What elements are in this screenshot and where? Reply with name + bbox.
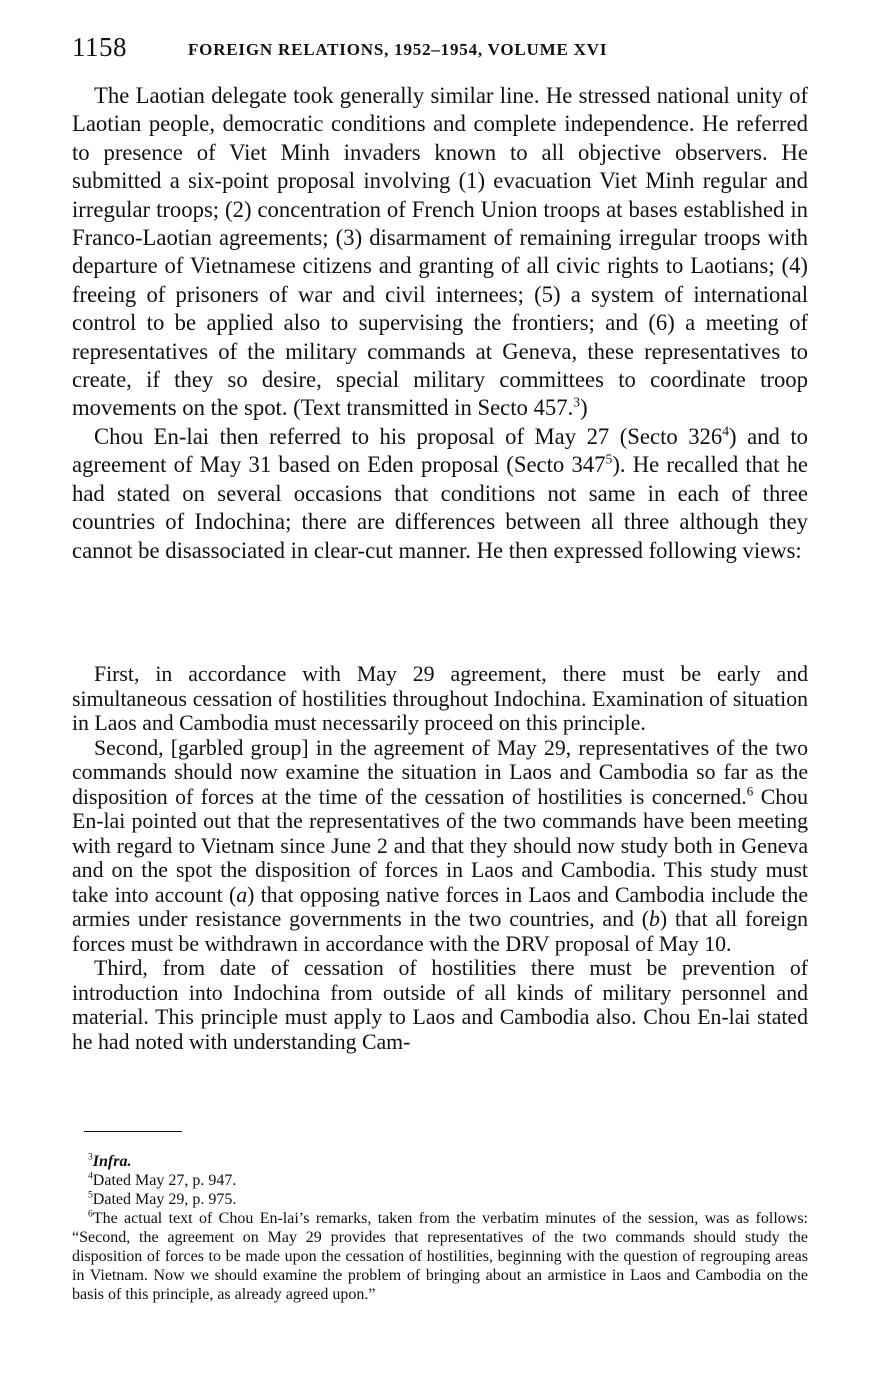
footnote-ref-4: 4 bbox=[722, 423, 730, 439]
page-header bbox=[72, 32, 808, 66]
footnote-4: $^4$Dated May 27, p. 947. bbox=[88, 1170, 237, 1189]
footnote-ref-3: 3 bbox=[573, 394, 581, 410]
paragraph-chou-en-lai: Chou En-lai then referred to his proposal of May 27 (Secto $326^4$) and to agreement of May 31 based on Eden proposal (Secto $347^5$). He recalled that he had stated on several occasions that conditions not same in each of three countries of Indochina; there are differences between all three although they cannot be disassociated in clear-cut manner. He then expressed following views: bbox=[72, 423, 808, 563]
quote-third-view: Third, from date of cessation of hostilities there must be prevention of introduction into Indochina from outside of all kinds of military personnel and material. This principle must apply to Laos and Cambodia also. Chou En-lai stated he had noted with understanding Cam- bbox=[72, 956, 808, 1054]
quote-first-view: First, in accordance with May 29 agreement, there must be early and simultaneous cessation of hostilities throughout Indochina. Examination of situation in Laos and Cambodia must necessarily proceed on this principle. bbox=[72, 662, 808, 735]
footnotes bbox=[72, 1152, 808, 1304]
quote-second-view: Second, [garbled group] in the agreement of May 29, representatives of the two commands should now examine the situation in Laos and Cambodia so far as the disposition of forces at the time of the cessation of hostilities is concerned.$^6$ Chou En-lai pointed out that the representatives of the two commands have been meeting with regard to Vietnam since June 2 and that they should now study both in Geneva and on the spot the disposition of forces in Laos and Cambodia. This study must take into account (a) that opposing native forces in Laos and Cambodia include the armies under resistance governments in the two countries, and (b) that all foreign forces must be withdrawn in accordance with the DRV proposal of May 10. bbox=[72, 735, 809, 956]
footnote-3: $^3$Infra. bbox=[88, 1151, 132, 1170]
footnote-6: $^6$The actual text of Chou En-lai’s remarks, taken from the verbatim minutes of the session, was as follows: “Second, the agreement on May 29 provides that representatives of the two commands should study the disposition of forces to be made upon the cessation of hostilities, beginning with the question of regrouping areas in Vietnam. Now we should examine the problem of bringing about an armistice in Laos and Cambodia on the basis of this principle, as already agreed upon.” bbox=[72, 1208, 808, 1303]
body-text bbox=[72, 82, 808, 565]
footnote-divider bbox=[84, 1131, 182, 1132]
paragraph-laotian-delegate: The Laotian delegate took generally similar line. He stressed national unity of Laotian people, democratic conditions and complete independence. He referred to presence of Viet Minh invaders known to all objective observers. He submitted a six-point proposal involving (1) evacuation Viet Minh regular and irregular troops; (2) concentration of French Union troops at bases established in Franco-Laotian agreements; (3) disarmament of remaining irregular troops with departure of Vietnamese citizens and granting of all civic rights to Laotians; (4) freeing of prisoners of war and civil internees; (5) a system of international control to be applied also to supervising the frontiers; and (6) a meeting of representatives of the military commands at Geneva, these representatives to create, if they so desire, special military committees to coordinate troop movements on the spot. (Text transmitted in Secto 457.$^3$) bbox=[72, 83, 808, 421]
page-number: 1158 bbox=[72, 32, 127, 62]
footnote-ref-6: 6 bbox=[746, 783, 754, 799]
running-head: FOREIGN RELATIONS, 1952–1954, VOLUME XVI bbox=[188, 40, 608, 59]
footnote-ref-5: 5 bbox=[605, 451, 613, 467]
footnote-5: $^5$Dated May 29, p. 975. bbox=[88, 1189, 237, 1208]
quoted-views bbox=[72, 662, 808, 1054]
